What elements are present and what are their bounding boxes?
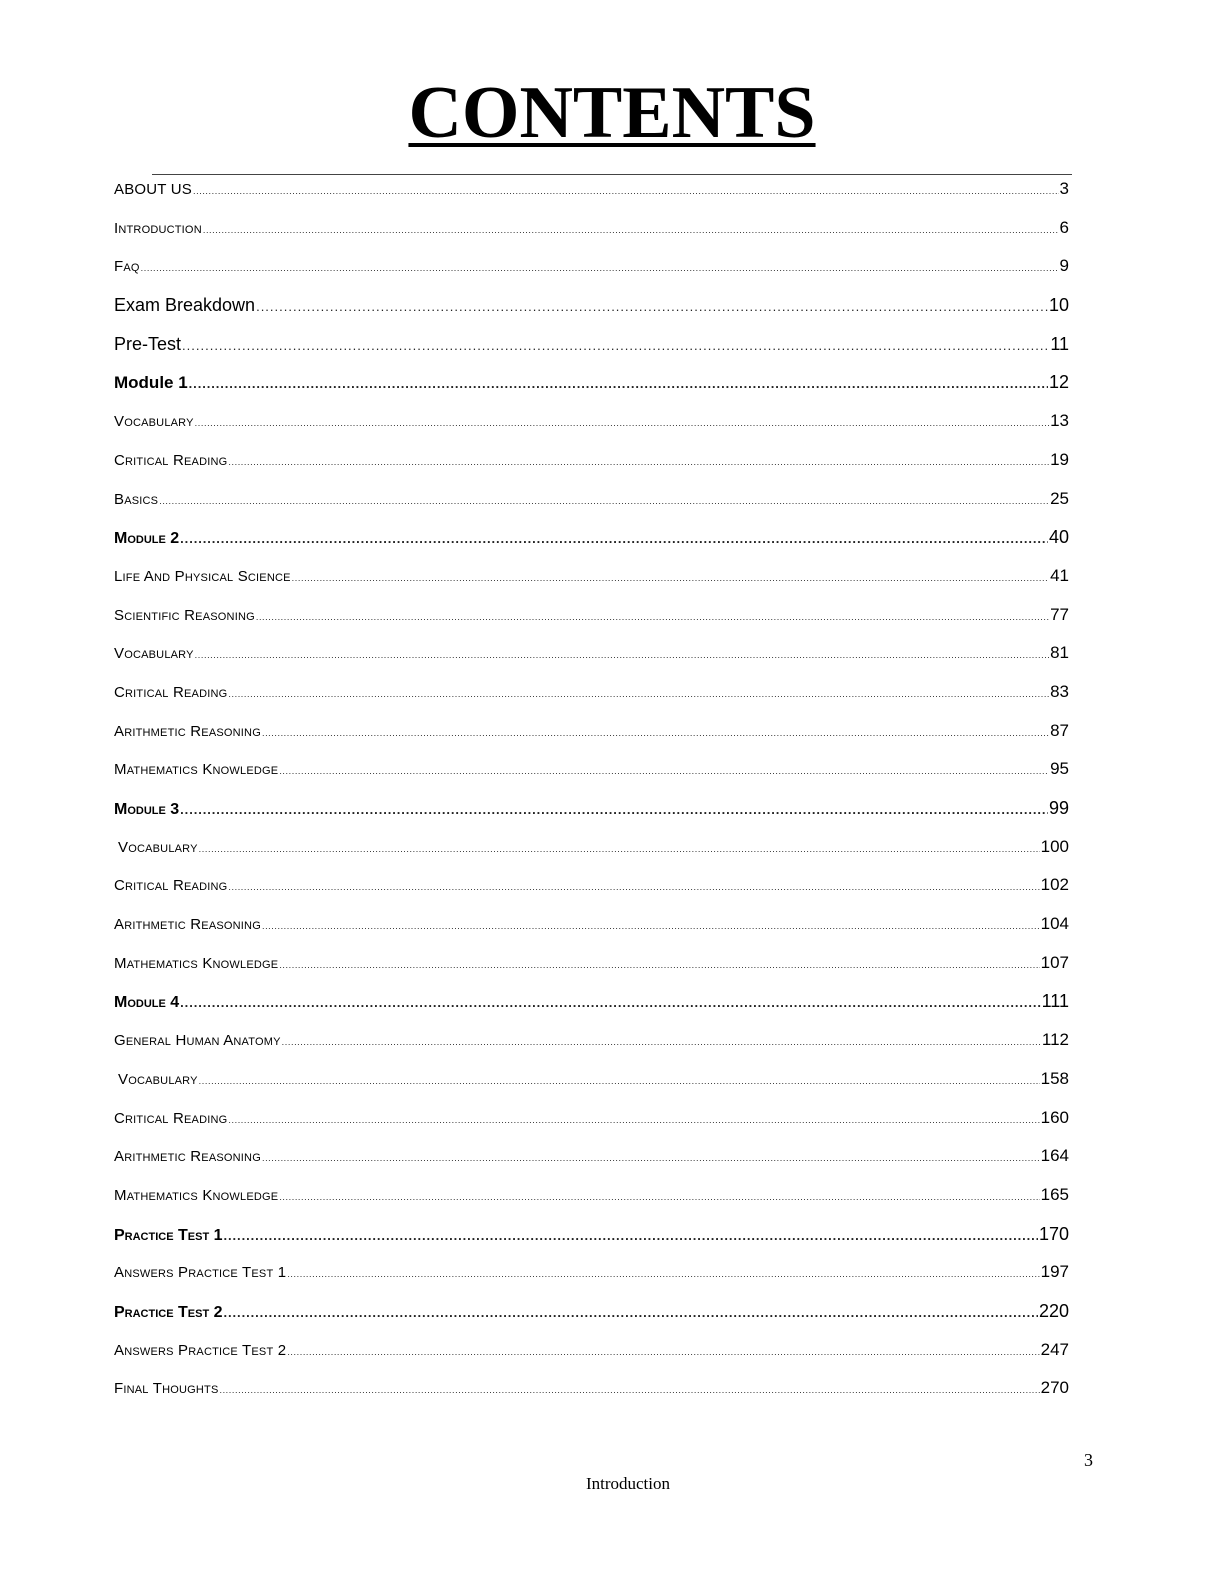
toc-dot-leader xyxy=(141,249,1059,288)
toc-dot-leader xyxy=(282,1023,1041,1062)
toc-entry[interactable] xyxy=(114,828,1069,867)
toc-entry-page: 9 xyxy=(1059,256,1069,276)
toc-entry-page: 164 xyxy=(1040,1146,1069,1166)
page-footer: Introduction xyxy=(585,1474,671,1493)
toc-entry[interactable] xyxy=(114,1099,1069,1138)
toc-entry-label: Practice Test 2 xyxy=(114,1303,223,1321)
toc-dot-leader xyxy=(279,1178,1039,1217)
toc-entry-label: Mathematics Knowledge xyxy=(114,954,279,972)
toc-entry[interactable] xyxy=(114,634,1069,673)
toc-dot-leader xyxy=(292,559,1049,598)
toc-dot-leader xyxy=(224,1294,1038,1333)
toc-entry-label: Module 1 xyxy=(114,373,188,393)
toc-entry-label: Module 3 xyxy=(114,801,180,818)
toc-entry-label: Mathematics Knowledge xyxy=(114,761,279,779)
toc-dot-leader xyxy=(195,404,1049,443)
toc-dot-leader xyxy=(256,598,1049,637)
page-number: 3 xyxy=(1084,1450,1093,1470)
toc-dot-leader xyxy=(279,946,1039,985)
toc-entry-page: 100 xyxy=(1040,836,1069,856)
toc-dot-leader xyxy=(180,791,1048,830)
toc-entry-page: 270 xyxy=(1040,1378,1069,1398)
toc-entry-label: Final Thoughts xyxy=(114,1380,219,1398)
toc-entry[interactable] xyxy=(114,402,1069,441)
toc-entry-page: 107 xyxy=(1040,952,1069,972)
toc-dot-leader xyxy=(228,868,1039,907)
toc-entry[interactable] xyxy=(114,1060,1069,1099)
toc-dot-leader xyxy=(228,443,1049,482)
toc-entry[interactable] xyxy=(114,750,1069,789)
toc-entry[interactable] xyxy=(114,557,1069,596)
toc-entry-page: 11 xyxy=(1050,333,1069,354)
toc-entry-label: Practice Test 1 xyxy=(114,1226,223,1244)
toc-entry[interactable] xyxy=(114,1331,1069,1370)
toc-entry-page: 112 xyxy=(1041,1030,1069,1050)
toc-entry[interactable] xyxy=(114,441,1069,480)
toc-entry[interactable] xyxy=(114,905,1069,944)
toc-entry[interactable] xyxy=(114,596,1069,635)
toc-entry-page: 12 xyxy=(1048,372,1069,393)
toc-dot-leader xyxy=(256,288,1048,327)
toc-entry[interactable] xyxy=(114,866,1069,905)
toc-entry-page: 40 xyxy=(1048,527,1069,548)
toc-entry-page: 170 xyxy=(1038,1223,1069,1244)
toc-entry-page: 6 xyxy=(1059,217,1069,237)
toc-entry-page: 111 xyxy=(1041,991,1069,1012)
toc-entry-label: Basics xyxy=(114,490,159,508)
toc-entry-label: Vocabulary xyxy=(118,1070,198,1088)
toc-entry-label: Faq xyxy=(114,258,140,276)
toc-entry[interactable] xyxy=(114,518,1069,557)
toc-entry-label: Critical Reading xyxy=(114,1109,228,1127)
toc-entry-label: General Human Anatomy xyxy=(114,1032,281,1050)
toc-dot-leader xyxy=(219,1371,1039,1410)
toc-dot-leader xyxy=(199,830,1040,869)
toc-entry[interactable] xyxy=(114,209,1069,248)
toc-entry-label: Vocabulary xyxy=(118,838,198,856)
toc-entry[interactable] xyxy=(114,1176,1069,1215)
toc-entry-page: 19 xyxy=(1050,449,1069,469)
toc-entry-page: 197 xyxy=(1040,1262,1069,1282)
toc-entry-page: 87 xyxy=(1050,720,1069,740)
toc-entry-label: Answers Practice Test 1 xyxy=(114,1264,287,1282)
toc-entry-label: Module 2 xyxy=(114,530,180,548)
toc-entry-label: Exam Breakdown xyxy=(114,295,256,316)
toc-entry-label: ABOUT US xyxy=(114,181,193,198)
toc-dot-leader xyxy=(189,365,1048,404)
toc-entry-page: 77 xyxy=(1050,604,1069,624)
toc-entry-label: Arithmetic Reasoning xyxy=(114,916,261,934)
toc-entry[interactable] xyxy=(114,1137,1069,1176)
toc-entry-page: 83 xyxy=(1050,681,1069,701)
toc-dot-leader xyxy=(279,752,1049,791)
toc-entry-label: Scientific Reasoning xyxy=(114,606,255,624)
toc-entry-label: Vocabulary xyxy=(114,645,194,663)
toc-dot-leader xyxy=(199,1062,1040,1101)
toc-entry-label: Introduction xyxy=(114,219,202,237)
toc-dot-leader xyxy=(180,984,1040,1023)
toc-dot-leader xyxy=(182,327,1049,366)
toc-dot-leader xyxy=(262,907,1040,946)
toc-entry-page: 102 xyxy=(1040,875,1069,895)
toc-entry-label: Module 4 xyxy=(114,994,180,1012)
toc-entry[interactable] xyxy=(114,480,1069,519)
toc-entry-page: 3 xyxy=(1059,179,1069,198)
toc-dot-leader xyxy=(262,1139,1040,1178)
toc-entry-page: 160 xyxy=(1040,1107,1069,1127)
toc-entry[interactable] xyxy=(114,247,1069,286)
toc-entry[interactable] xyxy=(114,286,1069,325)
toc-entry-page: 81 xyxy=(1050,643,1069,663)
toc-entry[interactable] xyxy=(114,789,1069,828)
toc-entry[interactable] xyxy=(114,363,1069,402)
toc-dot-leader xyxy=(287,1255,1039,1294)
toc-entry-page: 95 xyxy=(1050,759,1069,779)
toc-dot-leader xyxy=(287,1333,1039,1372)
toc-dot-leader xyxy=(228,1101,1039,1140)
toc-dot-leader xyxy=(228,675,1049,714)
toc-entry[interactable] xyxy=(114,1215,1069,1254)
toc-entry-label: Critical Reading xyxy=(114,683,228,701)
toc-entry[interactable] xyxy=(114,1292,1069,1331)
toc-entry-label: Answers Practice Test 2 xyxy=(114,1341,287,1359)
toc-entry-page: 10 xyxy=(1048,295,1069,316)
toc-entry-label: Critical Reading xyxy=(114,451,228,469)
toc-dot-leader xyxy=(180,520,1048,559)
toc-entry-page: 99 xyxy=(1048,798,1069,818)
toc-entry-label: Pre-Test xyxy=(114,333,182,354)
toc-entry-page: 41 xyxy=(1050,565,1069,585)
toc-entry-page: 13 xyxy=(1050,411,1069,431)
table-of-contents xyxy=(114,170,1069,1408)
toc-entry[interactable] xyxy=(114,673,1069,712)
toc-entry-page: 158 xyxy=(1040,1068,1069,1088)
toc-entry-label: Mathematics Knowledge xyxy=(114,1186,279,1204)
toc-dot-leader xyxy=(193,172,1059,211)
toc-dot-leader xyxy=(224,1217,1038,1256)
toc-entry-page: 220 xyxy=(1038,1300,1069,1321)
toc-entry[interactable] xyxy=(114,1253,1069,1292)
page-title: CONTENTS xyxy=(408,72,816,154)
toc-entry-label: Life And Physical Science xyxy=(114,567,291,585)
toc-entry-label: Arithmetic Reasoning xyxy=(114,722,261,740)
toc-entry[interactable] xyxy=(114,170,1069,209)
toc-entry-label: Critical Reading xyxy=(114,877,228,895)
toc-entry[interactable] xyxy=(114,325,1069,364)
toc-entry-page: 104 xyxy=(1040,914,1069,934)
toc-entry-page: 165 xyxy=(1040,1184,1069,1204)
toc-entry[interactable] xyxy=(114,982,1069,1021)
toc-entry-label: Vocabulary xyxy=(114,413,194,431)
toc-entry-page: 247 xyxy=(1040,1339,1069,1359)
toc-dot-leader xyxy=(262,714,1049,753)
toc-entry[interactable] xyxy=(114,712,1069,751)
toc-entry-page: 25 xyxy=(1050,488,1069,508)
toc-dot-leader xyxy=(203,211,1059,250)
toc-dot-leader xyxy=(159,482,1049,521)
toc-entry[interactable] xyxy=(114,944,1069,983)
toc-entry[interactable] xyxy=(114,1021,1069,1060)
toc-dot-leader xyxy=(195,636,1049,675)
toc-entry-label: Arithmetic Reasoning xyxy=(114,1148,261,1166)
toc-entry[interactable] xyxy=(114,1369,1069,1408)
